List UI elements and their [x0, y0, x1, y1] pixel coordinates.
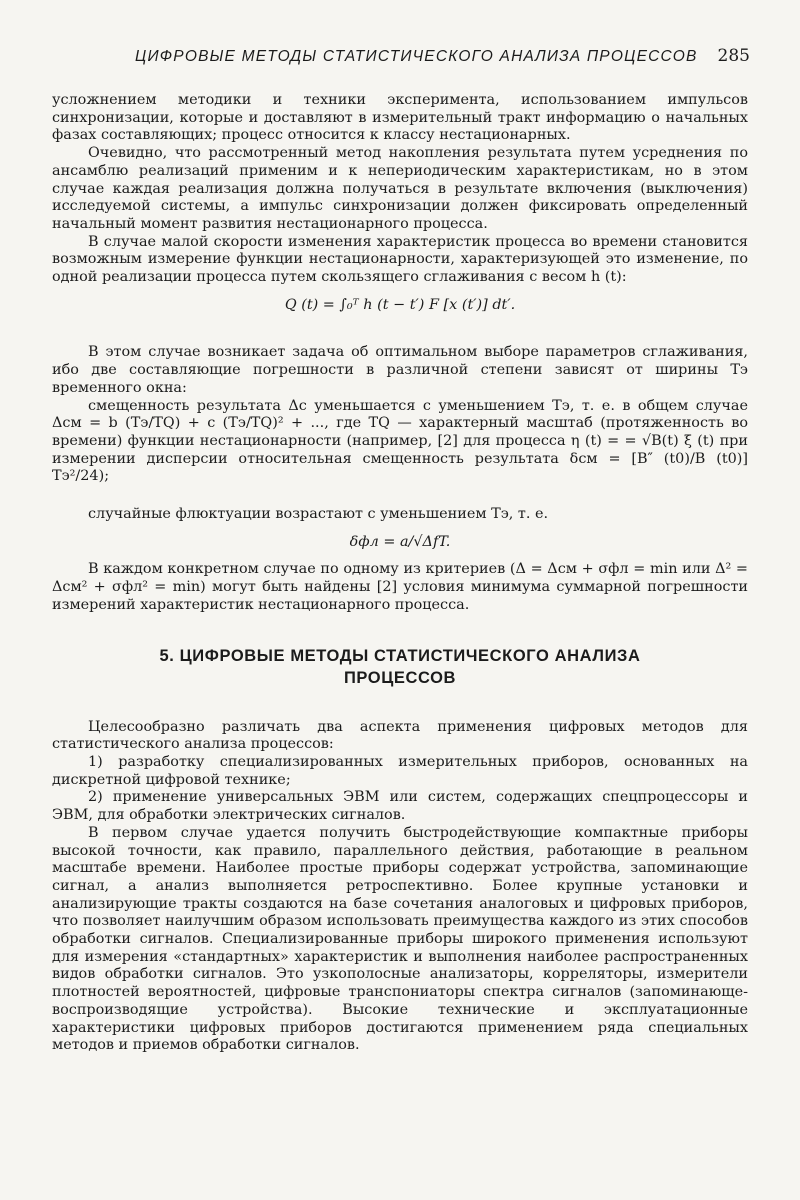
section-heading-line1: 5. ЦИФРОВЫЕ МЕТОДЫ СТАТИСТИЧЕСКОГО АНАЛИЗА	[159, 646, 641, 665]
list-item-1: 1) разработку специализированных измерительных приборов, основанных на дискретной цифровой технике;	[52, 753, 748, 788]
running-header	[0, 48, 800, 72]
paragraph-bias: смещенность результата Δс уменьшается с уменьшением Tэ, т. е. в общем случае Δсм = b (Tэ/TQ) + c (Tэ/TQ)² + ..., где TQ — характерный масштаб (протяженность во времени) функции нестационарности (например, [2] для процесса η (t) = = √B(t) ξ (t) при измерении дисперсии относительная смещенность результата δсм = [B″ (t0)/B (t0)] Tэ²/24);	[52, 397, 748, 485]
page-number: 285	[717, 46, 750, 66]
paragraph-ensemble-averaging: Очевидно, что рассмотренный метод накопления результата путем усреднения по ансамблю реализаций применим и к непериодическим характеристикам, но в этом случае каждая реализация должна получаться в результате включения (выключения) исследуемой системы, а импульс синхронизации должен фиксировать определенный начальный момент развития нестационарного процесса.	[52, 145, 748, 232]
paragraph-minimum-error: В каждом конкретном случае по одному из критериев (Δ = Δсм + σфл = min или Δ² = Δсм² + σфл² = min) могут быть найдены [2] условия минимума суммарной погрешности измерений характеристик нестационарного процесса.	[52, 561, 748, 613]
equation-smoothing: Q (t) = ∫₀ᵀ h (t − t′) F [x (t′)] dt′.	[284, 296, 516, 313]
list-item-2: 2) применение универсальных ЭВМ или систем, содержащих спецпроцессоры и ЭВМ, для обработки электрических сигналов.	[52, 789, 748, 824]
paragraph-first-case: В первом случае удается получить быстродействующие компактные приборы высокой точности, как правило, параллельного действия, работающие в реальном масштабе времени. Наиболее простые приборы содержат устройства, запоминающие сигнал, а анализ выполняется ретроспективно. Более крупные установки и анализирующие тракты создаются на базе сочетания аналоговых и цифровых приборов, что позволяет наилучшим образом использовать преимущества каждого из этих способов обработки сигналов. Специализированные приборы широкого применения используют для измерения «стандартных» характеристик и выполнения наиболее распространенных видов обработки сигналов. Это узкополосные анализаторы, корреляторы, измерители плотностей вероятностей, цифровые транспониаторы спектра сигналов (запоминающе-воспроизводящие устройства). Высокие технические и эксплуатационные характеристики цифровых приборов достигаются применением ряда специальных методов и приемов обработки сигналов.	[52, 824, 748, 1054]
running-title: ЦИФРОВЫЕ МЕТОДЫ СТАТИСТИЧЕСКОГО АНАЛИЗА ПРОЦЕССОВ	[135, 48, 698, 65]
section-heading-line2: ПРОЦЕССОВ	[343, 668, 457, 687]
body-text	[52, 92, 748, 1055]
paragraph-continuation: усложнением методики и техники эксперимента, использованием импульсов синхронизации, которые и доставляют в измерительный тракт информацию о начальных фазах составляющих; процесс относится к классу нестационарных.	[52, 92, 748, 144]
section-heading	[92, 645, 708, 689]
paragraph-optimal-smoothing: В этом случае возникает задача об оптимальном выборе параметров сглаживания, ибо две составляющие погрешности в различной степени зависят от ширины Tэ временного окна:	[52, 344, 748, 396]
equation-fluctuation: δфл = a/√ΔfT.	[349, 533, 451, 550]
paragraph-fluctuations: случайные флюктуации возрастают с уменьшением Tэ, т. е.	[88, 506, 549, 523]
paragraph-sliding-smoothing: В случае малой скорости изменения характеристик процесса во времени становится возможным измерение функции нестационарности, характеризующей это изменение, по одной реализации процесса путем скользящего сглаживания с весом h (t):	[52, 233, 748, 286]
paragraph-two-aspects: Целесообразно различать два аспекта применения цифровых методов для статистического анализа процессов:	[52, 718, 748, 753]
